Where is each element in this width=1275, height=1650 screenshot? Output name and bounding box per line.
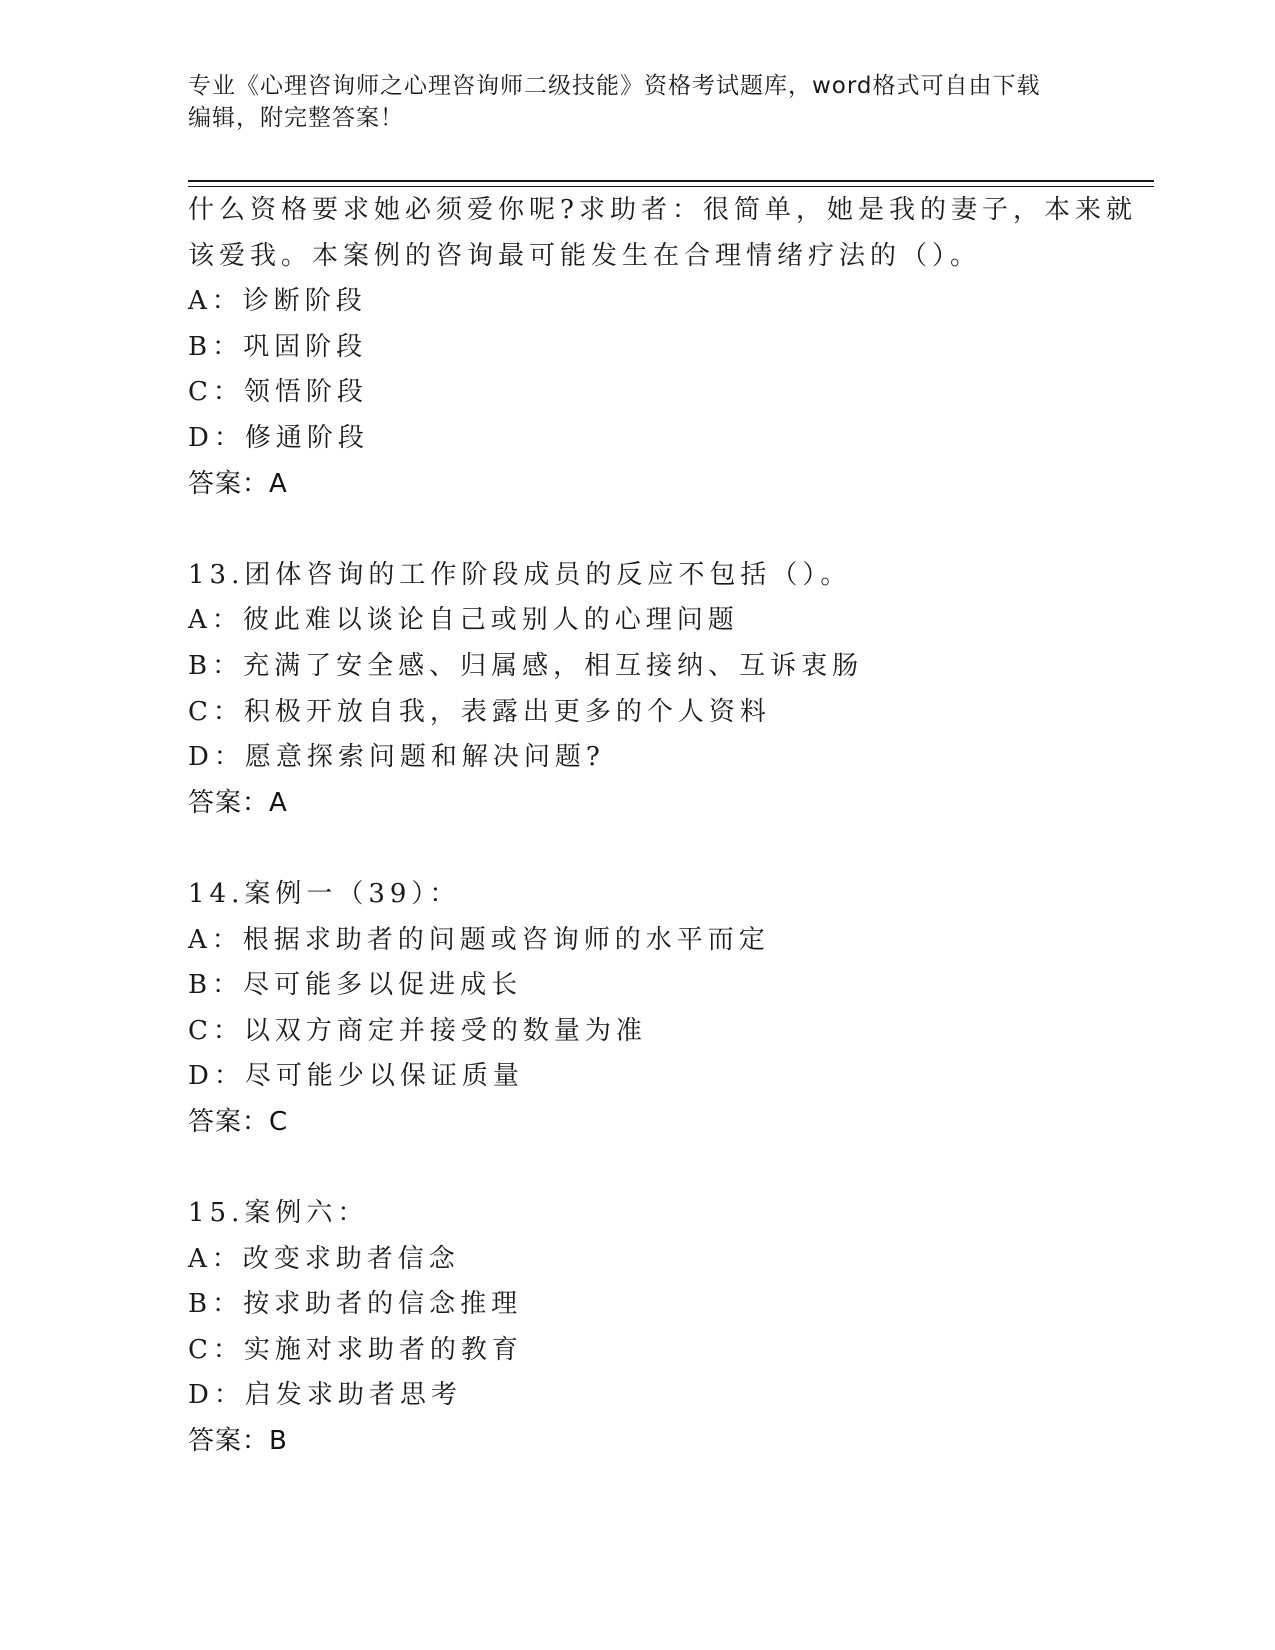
header-line-1: 专业《心理咨询师之心理咨询师二级技能》资格考试题库，word格式可自由下载 <box>188 73 1041 99</box>
question-text-line: 什么资格要求她必须爱你呢?求助者：很简单，她是我的妻子，本来就 <box>188 195 1137 225</box>
question-13 <box>188 553 1148 827</box>
option-c: C：实施对求助者的教育 <box>188 1334 523 1365</box>
option-d: D：愿意探索问题和解决问题? <box>188 742 605 773</box>
spacer <box>188 1145 1148 1191</box>
question-stem: 13.团体咨询的工作阶段成员的反应不包括（）。 <box>188 559 852 590</box>
option-a: A：彼此难以谈论自己或别人的心理问题 <box>188 605 739 636</box>
question-12-continued <box>188 188 1148 507</box>
header-divider-thin <box>188 186 1154 187</box>
option-b: B：巩固阶段 <box>188 331 368 362</box>
option-b: B：充满了安全感、归属感，相互接纳、互诉衷肠 <box>188 650 864 681</box>
answer-line: 答案：C <box>188 1106 289 1137</box>
question-14 <box>188 872 1148 1146</box>
question-text-line: 该爱我。本案例的咨询最可能发生在合理情绪疗法的（）。 <box>188 240 982 271</box>
option-c: C：领悟阶段 <box>188 377 368 408</box>
answer-line: 答案：A <box>188 787 288 818</box>
header-line-2: 编辑，附完整答案！ <box>188 105 404 131</box>
answer-line: 答案：B <box>188 1426 288 1457</box>
option-b: B：按求助者的信念推理 <box>188 1289 523 1320</box>
option-c: C：以双方商定并接受的数量为准 <box>188 1015 647 1046</box>
option-b: B：尽可能多以促进成长 <box>188 970 523 1001</box>
header-divider-thick <box>188 180 1154 182</box>
question-content <box>188 188 1148 1465</box>
document-header <box>188 70 1088 134</box>
option-d: D：修通阶段 <box>188 422 369 453</box>
spacer <box>188 826 1148 872</box>
option-c: C：积极开放自我，表露出更多的个人资料 <box>188 696 771 727</box>
question-15 <box>188 1191 1148 1465</box>
spacer <box>188 507 1148 553</box>
question-stem: 15.案例六： <box>188 1198 369 1229</box>
option-d: D：启发求助者思考 <box>188 1380 462 1411</box>
answer-line: 答案：A <box>188 468 288 499</box>
option-d: D：尽可能少以保证质量 <box>188 1061 524 1092</box>
option-a: A：根据求助者的问题或咨询师的水平而定 <box>188 924 770 955</box>
option-a: A：诊断阶段 <box>188 286 367 317</box>
question-stem: 14.案例一（39）： <box>188 878 461 909</box>
option-a: A：改变求助者信念 <box>188 1243 460 1274</box>
